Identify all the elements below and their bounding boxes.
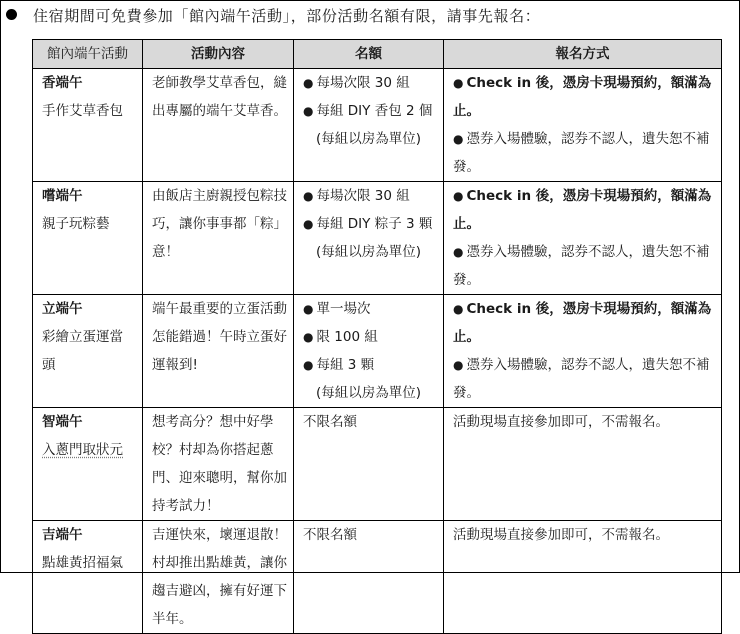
bullet-icon: ●: [453, 76, 464, 90]
quota-cell: [294, 69, 444, 182]
bullet-icon: ●: [303, 76, 314, 90]
signup-text: 活動現場直接參加即可，不需報名。: [453, 414, 669, 430]
bullet-icon: ●: [303, 189, 314, 203]
quota-item: ● 每場次限 30 組: [303, 188, 410, 204]
content-text: 由飯店主廚親授包粽技巧，讓你事事都「粽」意！: [152, 188, 287, 260]
header-signup: 報名方式: [444, 40, 722, 69]
activity-subtitle: 點雄黃招福氣: [42, 555, 123, 571]
bullet-icon: ●: [453, 302, 464, 316]
signup-cell: [444, 408, 722, 521]
activity-cell: [33, 69, 143, 182]
bullet-icon: ●: [453, 132, 464, 146]
activity-cell: [33, 408, 143, 521]
signup-item: ● Check in 後，憑房卡現場預約，額滿為止。: [453, 301, 712, 345]
signup-item: ● 憑券入場體驗，認券不認人，遺失恕不補發。: [453, 357, 710, 401]
signup-cell: [444, 521, 722, 634]
header-activity: 館內端午活動: [33, 40, 143, 69]
quota-item: ● 單一場次: [303, 301, 371, 317]
quota-item: ● 每場次限 30 組: [303, 75, 410, 91]
bullet-icon: ●: [453, 245, 464, 259]
activity-cell: [33, 295, 143, 408]
quota-note: (每組以房為單位): [316, 385, 422, 401]
content-cell: [143, 521, 294, 634]
bullet-icon: ●: [303, 330, 314, 344]
quota-item: ● 每組 DIY 香包 2 個: [303, 103, 433, 119]
signup-item: ● Check in 後，憑房卡現場預約，額滿為止。: [453, 75, 712, 119]
content-cell: [143, 295, 294, 408]
content-cell: [143, 69, 294, 182]
quota-item: ● 限 100 組: [303, 329, 378, 345]
bullet-icon: ●: [453, 358, 464, 372]
table-row: [33, 521, 722, 634]
signup-text: 活動現場直接參加即可，不需報名。: [453, 527, 669, 543]
header-content: 活動內容: [143, 40, 294, 69]
activity-subtitle: 入蔥門取狀元: [42, 442, 123, 458]
intro-text: 住宿期間可免費參加「館內端午活動」，部份活動名額有限，請事先報名：: [33, 7, 541, 25]
activity-name: 立端午: [42, 301, 83, 317]
bullet-icon: ●: [303, 104, 314, 118]
quota-item: ● 每組 DIY 粽子 3 顆: [303, 216, 433, 232]
activity-cell: [33, 521, 143, 634]
quota-cell: [294, 521, 444, 634]
quota-cell: [294, 295, 444, 408]
signup-cell: [444, 182, 722, 295]
table-row: [33, 295, 722, 408]
activity-subtitle: 親子玩粽藝: [42, 216, 110, 232]
quota-note: (每組以房為單位): [316, 244, 422, 260]
activity-name: 智端午: [42, 414, 83, 430]
header-quota: 名額: [294, 40, 444, 69]
signup-item: ● Check in 後，憑房卡現場預約，額滿為止。: [453, 188, 712, 232]
activity-name: 嚐端午: [42, 188, 83, 204]
signup-cell: [444, 295, 722, 408]
activity-subtitle: 彩繪立蛋運當頭: [42, 329, 123, 373]
content-cell: [143, 182, 294, 295]
quota-text: 不限名額: [303, 527, 357, 543]
signup-item: ● 憑券入場體驗，認券不認人，遺失恕不補發。: [453, 244, 710, 288]
activity-name: 吉端午: [42, 527, 83, 543]
quota-item: ● 每組 3 顆: [303, 357, 375, 373]
bullet-icon: ●: [303, 358, 314, 372]
intro-paragraph: [1, 1, 739, 35]
table-header-row: [33, 40, 722, 69]
content-cell: [143, 408, 294, 521]
quota-note: (每組以房為單位): [316, 131, 422, 147]
content-text: 想考高分？想中好學校？村却為你搭起蔥門、迎來聰明，幫你加持考試力！: [152, 414, 287, 514]
bullet-icon: ●: [453, 189, 464, 203]
quota-cell: [294, 408, 444, 521]
content-text: 老師教學艾草香包，縫出專屬的端午艾草香。: [152, 75, 287, 119]
table-row: [33, 69, 722, 182]
signup-cell: [444, 69, 722, 182]
content-text: 端午最重要的立蛋活動怎能錯過！午時立蛋好運報到!: [152, 301, 287, 373]
quota-text: 不限名額: [303, 414, 357, 430]
activity-cell: [33, 182, 143, 295]
bullet-icon: ●: [303, 302, 314, 316]
table-row: [33, 408, 722, 521]
bullet-icon: ●: [303, 217, 314, 231]
signup-item: ● 憑券入場體驗，認券不認人，遺失恕不補發。: [453, 131, 710, 175]
bullet-icon: [6, 9, 17, 20]
activity-name: 香端午: [42, 75, 83, 91]
table-row: [33, 182, 722, 295]
quota-cell: [294, 182, 444, 295]
activity-subtitle: 手作艾草香包: [42, 103, 123, 119]
content-text: 吉運快來，壞運退散！村却推出點雄黃，讓你趨吉避凶，擁有好運下半年。: [152, 527, 287, 627]
activity-table: [32, 39, 722, 634]
